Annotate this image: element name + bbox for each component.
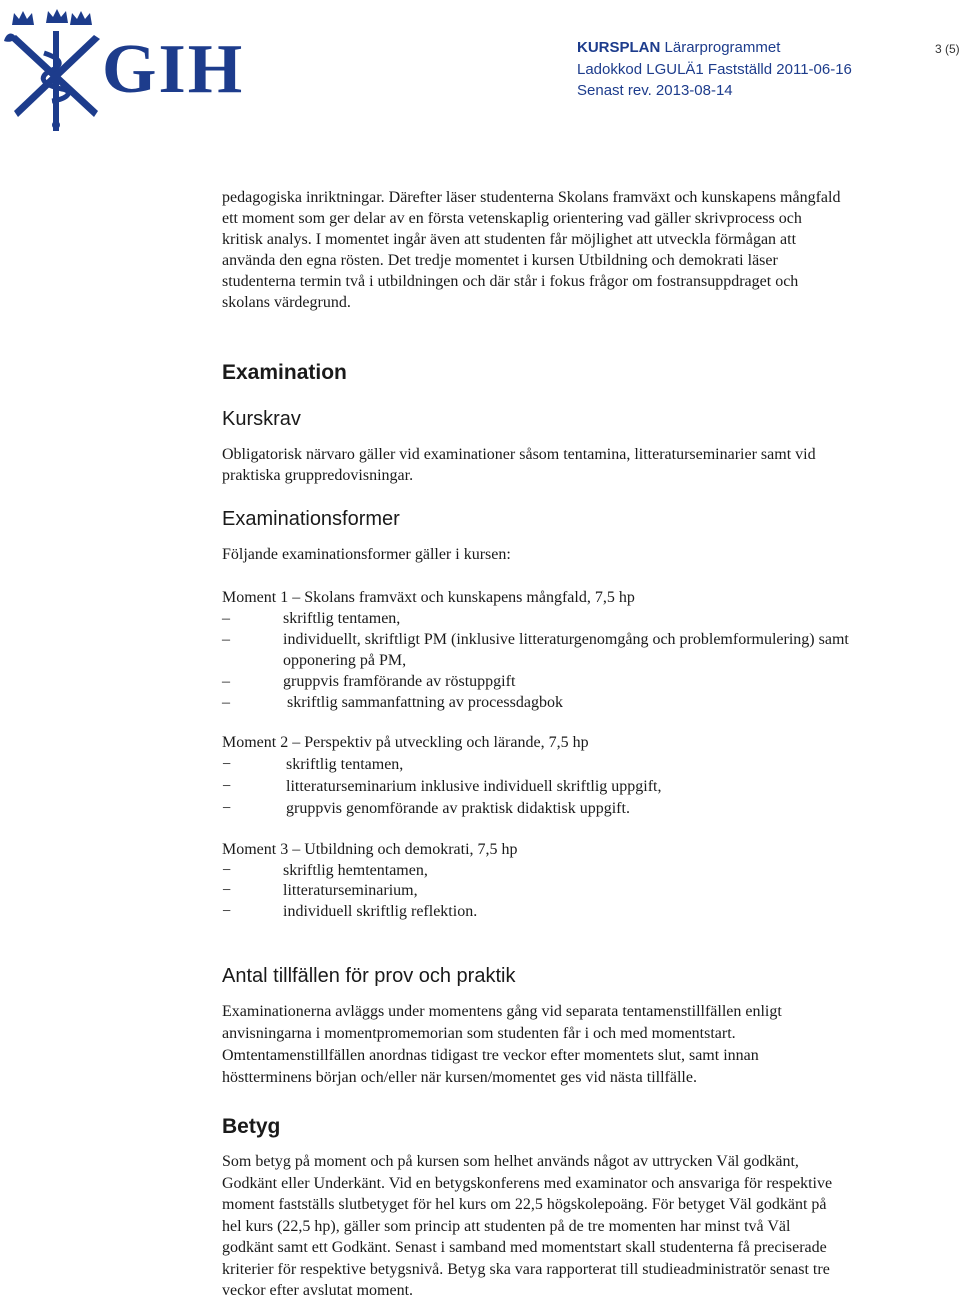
text-line: kriterier för respektive betygsnivå. Betyg ska vara rapporterat till studieadministratör senast tre xyxy=(222,1260,830,1278)
dash-bullet: − xyxy=(222,862,232,879)
text-line: ett moment som ger delar av en första vetenskaplig orientering vad gäller skrivprocess och xyxy=(222,210,802,227)
betyg-paragraph xyxy=(222,1151,922,1302)
text-line: Godkänt eller Underkänt. Vid en betygskonferens med examinator och ansvariga för respektive xyxy=(222,1174,833,1192)
dash-bullet: − xyxy=(222,800,232,817)
text-line: anvisningarna i momentpromemorian som studenten får i och med momentstart. xyxy=(222,1025,736,1042)
header-title xyxy=(577,39,780,56)
dash-bullet: – xyxy=(222,673,230,690)
moment-title: Moment 1 – Skolans framväxt och kunskapens mångfald, 7,5 hp xyxy=(222,589,635,606)
text-line: höstterminens början och/eller när kursen/momentet ges vid nästa tillfälle. xyxy=(222,1069,697,1086)
text-line: Som betyg på moment och på kursen som helhet används något av uttrycken Väl godkänt, xyxy=(222,1153,799,1170)
text-line: använda den egna rösten. Det tredje momentet i kursen Utbildning och demokrati läser xyxy=(222,252,778,269)
text-line: studenterna termin två i utbildningen och där står i fokus frågor om fostransuppdraget och xyxy=(222,273,799,290)
list-item-continuation: opponering på PM, xyxy=(283,652,407,669)
text-line: pedagogiska inriktningar. Därefter läser studenterna Skolans framväxt och kunskapens mångfald xyxy=(222,189,841,206)
text-line: skolans värdegrund. xyxy=(222,294,351,311)
header-kursplan: KURSPLAN xyxy=(577,39,661,56)
text-line: Obligatorisk närvaro gäller vid examinationer såsom tentamina, litteraturseminarier samt vid xyxy=(222,446,816,463)
examinationsformer-intro: Följande examinationsformer gäller i kursen: xyxy=(222,546,511,563)
heading-kurskrav: Kurskrav xyxy=(222,408,301,430)
heading-examination: Examination xyxy=(222,361,347,384)
moment-title: Moment 2 – Perspektiv på utveckling och lärande, 7,5 hp xyxy=(222,734,589,751)
dash-bullet: – xyxy=(222,610,230,627)
text-line: hel kurs (22,5 hp), gäller som princip att studenten på de tre momenten har minst två Väl xyxy=(222,1217,791,1235)
heading-antal-tillfallen: Antal tillfällen för prov och praktik xyxy=(222,965,516,987)
text-line: Examinationerna avläggs under momentens gång vid separata tentamenstillfällen enligt xyxy=(222,1003,782,1020)
dash-bullet: – xyxy=(222,694,230,711)
text-line: godkänt samt ett Godkänt. Senast i samband med momentstart skall studenterna få preciserade xyxy=(222,1239,827,1256)
header-ladokkod: Ladokkod LGULÄ1 Fastställd 2011-06-16 xyxy=(577,61,852,78)
text-line: Omtentamenstillfällen anordnas tidigast tre veckor efter momentets slut, samt innan xyxy=(222,1047,759,1064)
intro-paragraph xyxy=(222,187,922,313)
dash-bullet: − xyxy=(222,778,232,795)
gih-logo xyxy=(2,3,245,133)
header-program: Lärarprogrammet xyxy=(660,39,781,56)
text-line: veckor efter avslutat moment. xyxy=(222,1282,414,1299)
moment-3-block: Moment 3 – Utbildning och demokrati, 7,5 hp − skriftlig hemtentamen, − litteraturseminarium, − individuell skriftlig reflektion. xyxy=(222,839,922,929)
text-line: praktiska gruppredovisningar. xyxy=(222,467,414,484)
heading-examinationsformer: Examinationsformer xyxy=(222,508,400,530)
logo-text: GIH xyxy=(102,31,245,108)
dash-bullet: – xyxy=(222,631,230,648)
moment-1-block: Moment 1 – Skolans framväxt och kunskapens mångfald, 7,5 hp – skriftlig tentamen, – individuellt, skriftligt PM (inklusive litteraturgenomgång och problemformulering) samt opponering på PM, – gruppvis framförande av röstuppgift – skriftlig sammanfattning av processdagbok xyxy=(222,587,922,717)
heading-betyg: Betyg xyxy=(222,1115,281,1138)
header-revision: Senast rev. 2013-08-14 xyxy=(577,82,733,99)
text-line: kritisk analys. I momentet ingår även att studenten får möjlighet att utveckla förmågan att xyxy=(222,231,797,248)
dash-bullet: − xyxy=(222,882,232,899)
antal-paragraph xyxy=(222,1001,922,1089)
text-line: moment fastställs slutbetyget för hel kurs om 22,5 högskolepoäng. För betyget Väl godkänt på xyxy=(222,1196,827,1213)
dash-bullet: − xyxy=(222,756,232,773)
kurskrav-paragraph xyxy=(222,444,922,486)
moment-2-block: Moment 2 – Perspektiv på utveckling och lärande, 7,5 hp − skriftlig tentamen, − litteraturseminarium inklusive individuell skriftlig uppgift, − gruppvis genomförande av praktisk didaktisk uppgift. xyxy=(222,732,922,822)
page-number: 3 (5) xyxy=(935,42,960,56)
dash-bullet: − xyxy=(222,903,232,920)
moment-title: Moment 3 – Utbildning och demokrati, 7,5 hp xyxy=(222,841,518,858)
